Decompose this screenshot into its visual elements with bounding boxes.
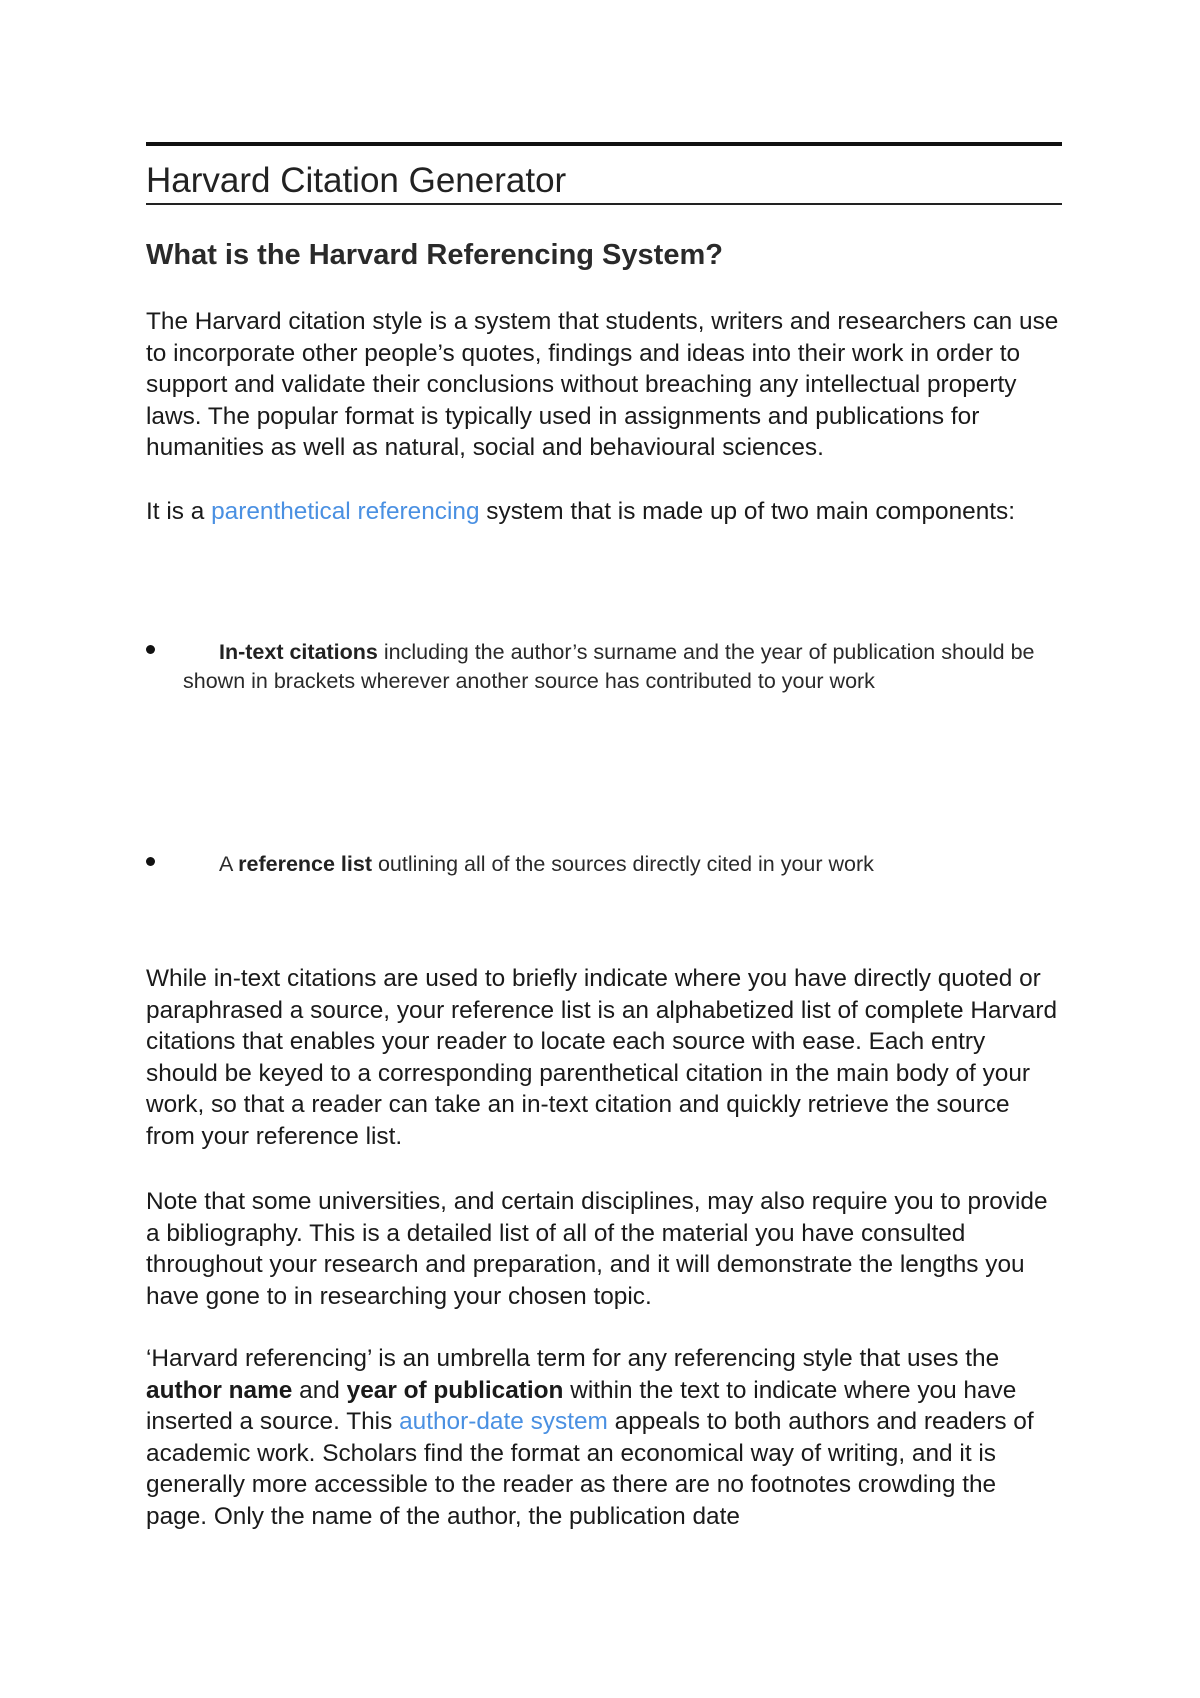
author-date-system-link[interactable]: author-date system <box>399 1408 608 1435</box>
bullet-text <box>183 638 1053 696</box>
p5-text-4: appeals to both authors and readers of academic work. Scholars find the format an economical way of writing, and it is generally more accessible to the reader as there are no footnotes crowding the page. Only the name of the author, the publication date <box>146 1408 1034 1530</box>
year-of-publication-bold: year of publication <box>346 1376 564 1404</box>
author-name-bold: author name <box>146 1376 293 1404</box>
bullet-bold-term: reference list <box>238 852 372 876</box>
reference-list-paragraph: While in-text citations are used to briefly indicate where you have directly quoted or paraphrased a source, your reference list is an alphabetized list of complete Harvard citations that enables your reader to locate each source with ease. Each entry should be keyed to a corresponding parenthetical citation in the main body of your work, so that a reader can take an in-text citation and quickly retrieve the source from your reference list. <box>146 965 1058 1150</box>
bullet-description: including the author’s surname and the year of publication should be shown in brackets wherever another source has contributed to your work <box>183 640 1035 693</box>
p5-text-2: and <box>292 1376 347 1404</box>
components-text-before: It is a <box>146 498 212 525</box>
bullet-icon <box>146 645 155 654</box>
bibliography-paragraph: Note that some universities, and certain disciplines, may also require you to provide a bibliography. This is a detailed list of all of the material you have consulted throughout your research and preparation, and it will demonstrate the lengths you have gone to in researching your chosen topic. <box>146 1188 1048 1310</box>
bullet-icon <box>146 857 155 866</box>
bullet-prefix: A <box>219 852 239 876</box>
document-title: Harvard Citation Generator <box>146 161 567 200</box>
p5-text-3: within the text to indicate where you have inserted a source. This <box>146 1376 1017 1435</box>
parenthetical-referencing-link[interactable]: parenthetical referencing <box>211 498 480 525</box>
top-rule <box>146 142 1062 146</box>
p5-text-1: ‘Harvard referencing’ is an umbrella term for any referencing style that uses the <box>146 1345 1000 1372</box>
harvard-referencing-paragraph <box>146 1343 1062 1532</box>
components-paragraph <box>146 496 1062 528</box>
bullet-text <box>183 850 1053 879</box>
section-heading: What is the Harvard Referencing System? <box>146 239 723 271</box>
intro-paragraph: The Harvard citation style is a system that students, writers and researchers can use to incorporate other people’s quotes, findings and ideas into their work in order to support and validate their conclusions without breaching any intellectual property laws. The popular format is typically used in assignments and publications for humanities as well as natural, social and behavioural sciences. <box>146 308 1059 461</box>
bullet-description: outlining all of the sources directly cited in your work <box>372 852 874 876</box>
components-text-after: system that is made up of two main components: <box>479 498 1016 525</box>
bullet-bold-term: In-text citations <box>219 640 378 664</box>
title-underline <box>146 203 1062 205</box>
